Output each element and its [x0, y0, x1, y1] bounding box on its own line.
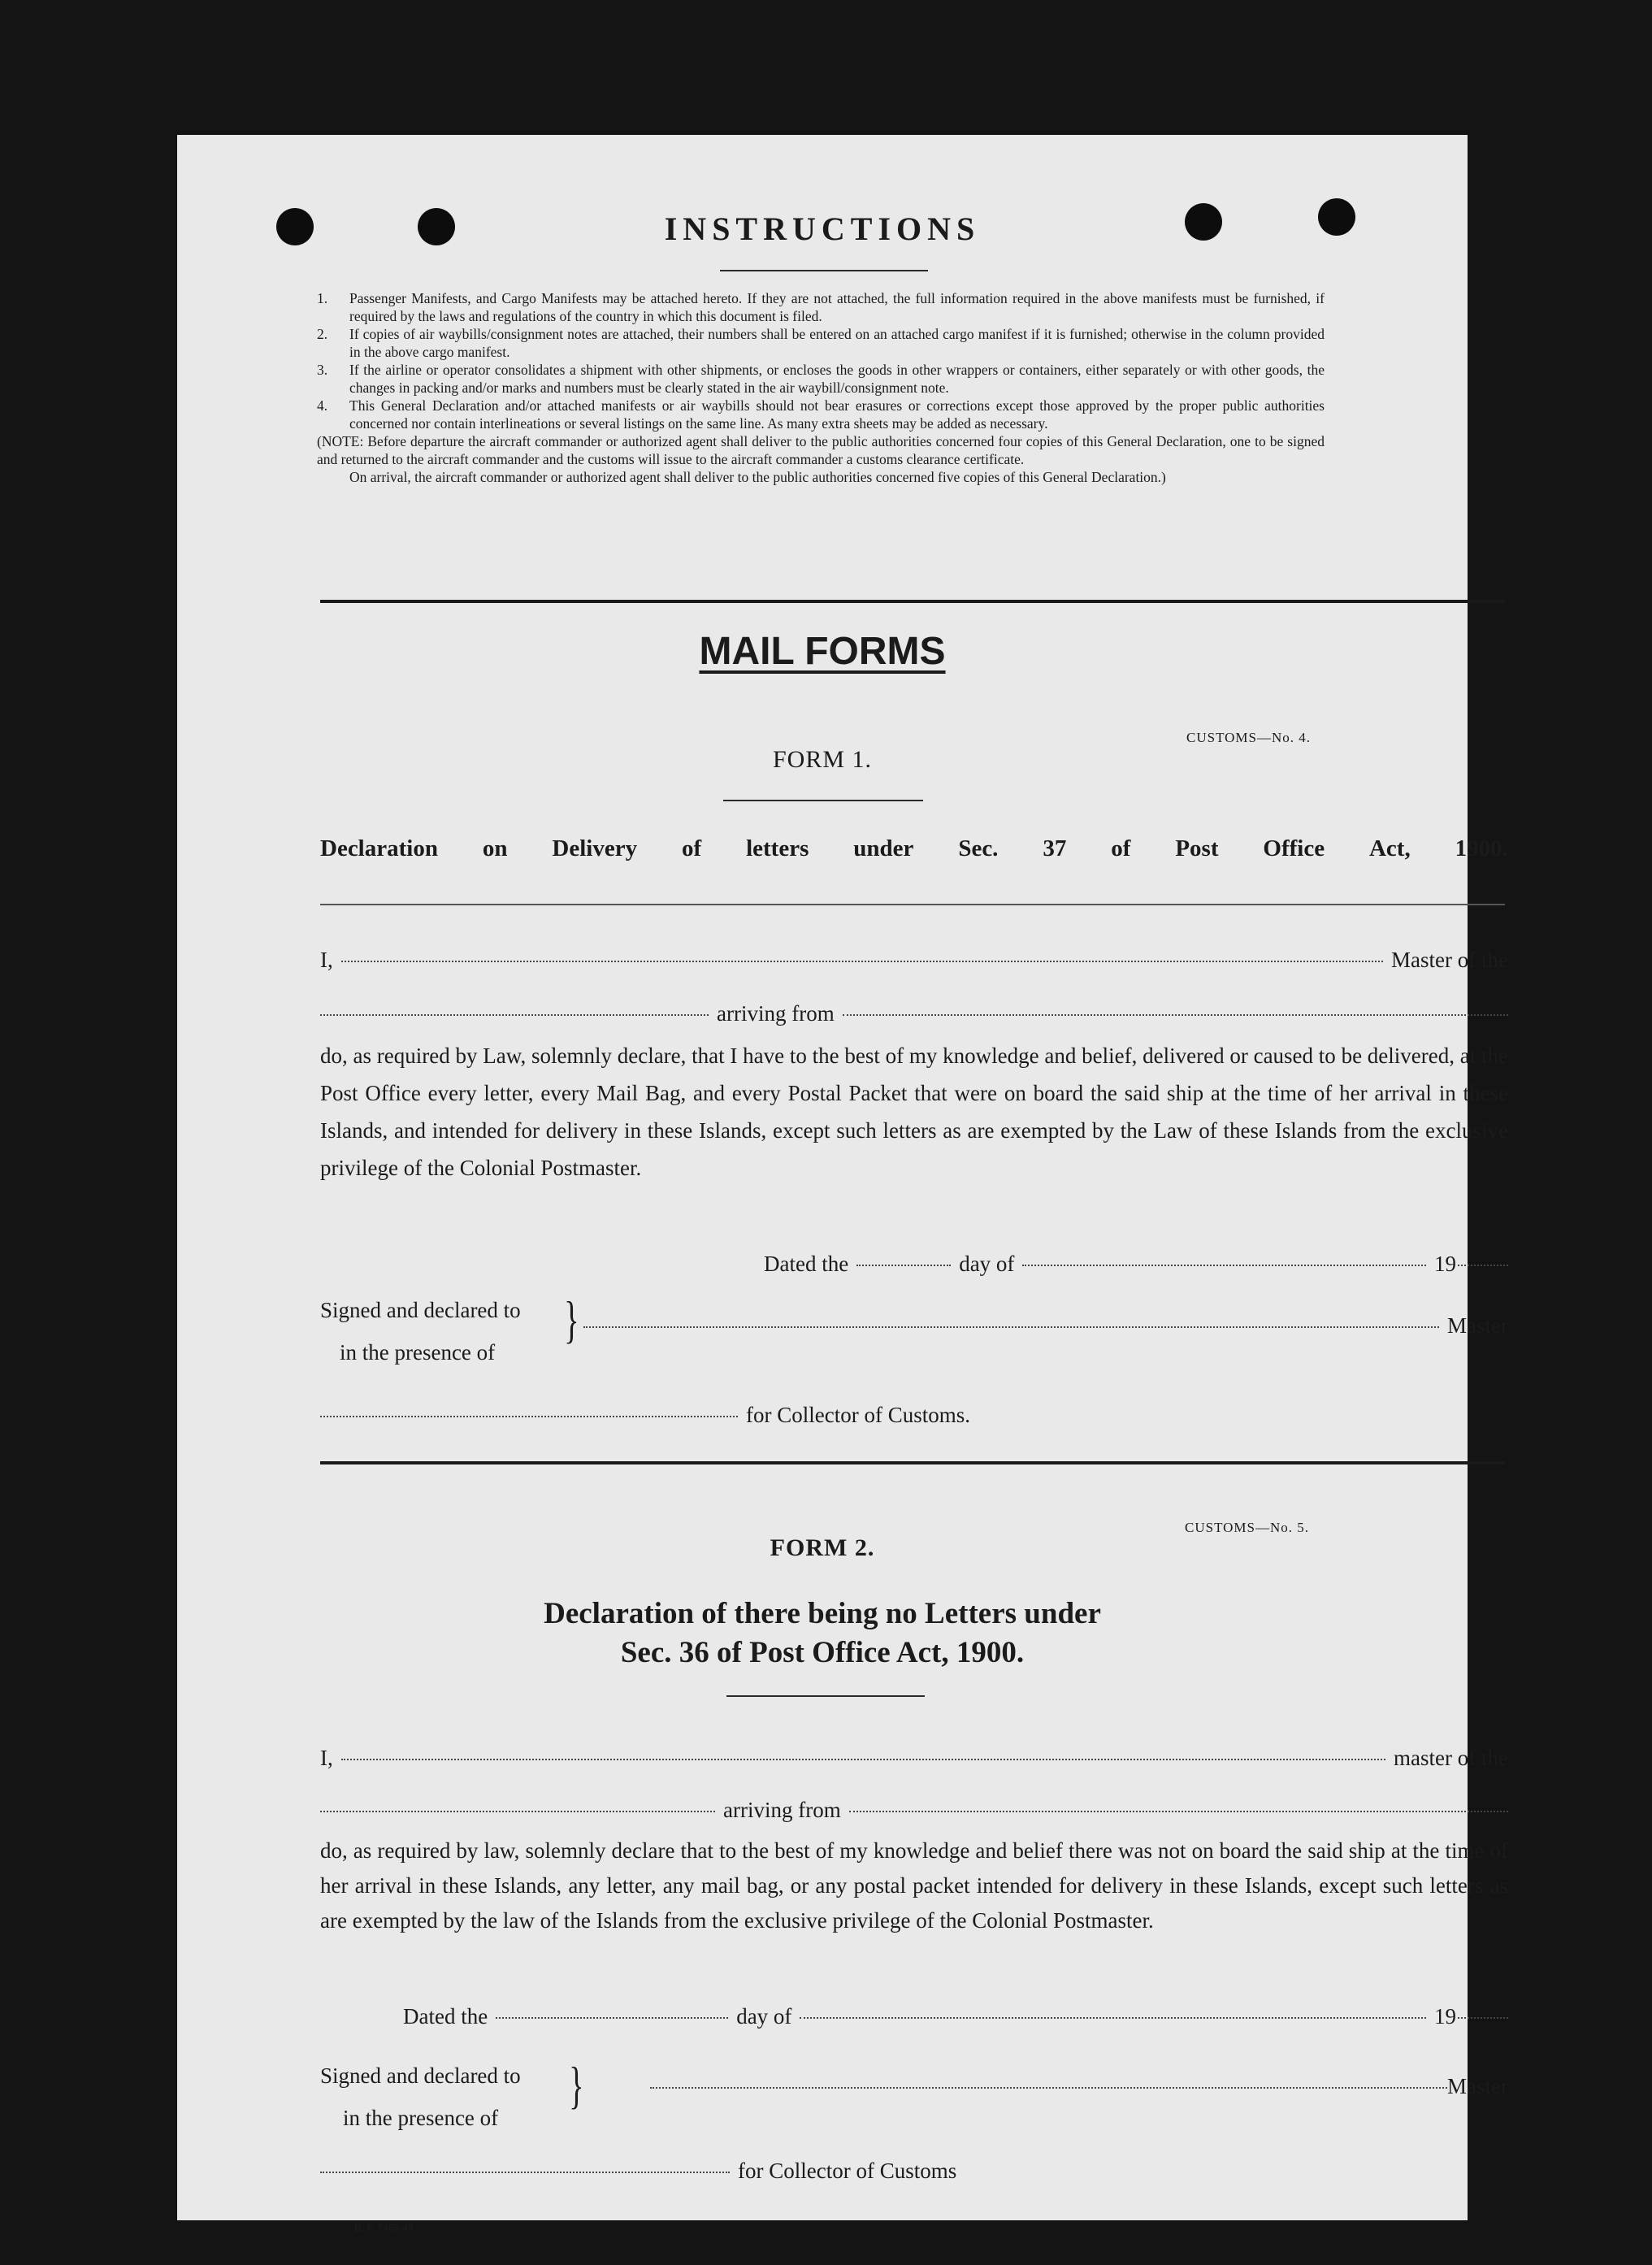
- form2-date-line: Dated the day of 19: [403, 2004, 1508, 2029]
- form2-customs-number: CUSTOMS—No. 5.: [1185, 1520, 1310, 1535]
- instruction-item: 1. Passenger Manifests, and Cargo Manifests may be attached hereto. If they are not attached, the full information required in the above manifests must be furnished, if required by the laws and regulations of the country in which this document is filed.: [317, 290, 1325, 324]
- mail-forms-title: MAIL FORMS: [699, 630, 946, 673]
- instructions-title-rule: [720, 270, 928, 271]
- form2-master-signature-line: Master: [650, 2074, 1508, 2099]
- form1-brace: }: [564, 1291, 579, 1348]
- form2-month-field[interactable]: [800, 2017, 1426, 2019]
- form2-label: FORM 2.: [770, 1534, 875, 1561]
- form1-origin-field[interactable]: [843, 1014, 1508, 1016]
- form2-arriving-line: arriving from: [320, 1798, 1508, 1823]
- form1-year-field[interactable]: [1458, 1265, 1508, 1266]
- print-code: B. P. 7469-49: [354, 2222, 414, 2233]
- form2-signed-label: Signed and declared to in the presence of: [320, 2063, 521, 2130]
- form2-declaration-body: do, as required by law, solemnly declare that to the best of my knowledge and belief there was not on board the said ship at the time of her arrival in these Islands, any letter, any mail bag, or any postal packet intended for delivery in these Islands, except such letters as are exempted by the law of the Islands from the exclusive privilege of the Colonial Postmaster.: [320, 1838, 1508, 1933]
- form1-name-field[interactable]: [341, 961, 1383, 962]
- form1-arriving-line: arriving from: [320, 1001, 1508, 1026]
- form1-month-field[interactable]: [1022, 1265, 1426, 1266]
- form1-master-signature-line: Master: [583, 1313, 1508, 1339]
- form2-signature-field[interactable]: [650, 2087, 1447, 2089]
- instructions-list: [317, 289, 1325, 486]
- form2-ship-field[interactable]: [320, 1811, 715, 1812]
- form1-customs-number: CUSTOMS—No. 4.: [1186, 730, 1312, 745]
- form1-collector-field[interactable]: [320, 1416, 738, 1417]
- section-divider-top: [320, 600, 1505, 603]
- form1-heading-rule: [320, 904, 1505, 905]
- document-page: [177, 135, 1508, 2233]
- form1-master-line: I, Master of the: [320, 948, 1508, 972]
- form1-declaration-heading: Declaration on Delivery of letters under Sec. 37 of Post Office Act, 1900.: [320, 835, 1508, 861]
- form1-declaration-body: do, as required by Law, solemnly declare, that I have to the best of my knowledge and belief, delivered or caused to be delivered, at the Post Office every letter, every Mail Bag, and every Postal Packet that were on board the said ship at the time of her arrival in these Islands, and intended for delivery in these Islands, except such letters as are exempted by the Law of these Islands from the exclusive privilege of the Colonial Postmaster.: [320, 1044, 1508, 1180]
- form2-origin-field[interactable]: [849, 1811, 1508, 1812]
- form2-heading-rule: [726, 1695, 925, 1697]
- form2-collector-field[interactable]: [320, 2172, 730, 2173]
- form1-ship-field[interactable]: [320, 1014, 709, 1016]
- instruction-note: (NOTE: Before departure the aircraft commander or authorized agent shall deliver to the public authorities concerned four copies of this General Declaration, one to be signed and returned to the aircraft commander and the customs will issue to the aircraft commander a customs clearance certificate.: [317, 433, 1325, 467]
- form1-label-rule: [723, 800, 923, 801]
- form1-label: FORM 1.: [772, 746, 873, 773]
- form2-year-field[interactable]: [1458, 2017, 1508, 2019]
- instruction-item: 4. This General Declaration and/or attached manifests or air waybills should not bear erasures or corrections except those approved by the proper public authorities concerned nor contain interlineations or several listings on the same line. As many extra sheets may be added as necessary.: [317, 397, 1325, 432]
- section-divider-middle: [320, 1461, 1505, 1464]
- instruction-note-arrival: On arrival, the aircraft commander or authorized agent shall deliver to the public authorities concerned five copies of this General Declaration.): [349, 469, 1166, 485]
- form2-declaration-heading: Declaration of there being no Letters under Sec. 36 of Post Office Act, 1900.: [544, 1597, 1101, 1669]
- form2-day-field[interactable]: [496, 2017, 728, 2019]
- form2-master-line: I, master of the: [320, 1746, 1508, 1770]
- form1-collector-line: for Collector of Customs.: [320, 1403, 1508, 1428]
- instructions-title: INSTRUCTIONS: [664, 210, 981, 247]
- form1-signed-label: Signed and declared to in the presence of: [320, 1298, 521, 1365]
- form1-signature-field[interactable]: [583, 1326, 1439, 1328]
- instruction-item: 2. If copies of air waybills/consignment notes are attached, their numbers shall be entered on an attached cargo manifest if it is furnished; otherwise in the column provided in the above cargo manifest.: [317, 326, 1325, 360]
- form2-brace: }: [569, 2056, 584, 2114]
- form1-date-line: Dated the day of 19: [764, 1252, 1508, 1277]
- form1-day-field[interactable]: [856, 1265, 951, 1266]
- form2-collector-line: for Collector of Customs: [320, 2159, 1508, 2184]
- form2-name-field[interactable]: [341, 1759, 1385, 1760]
- instruction-item: 3. If the airline or operator consolidates a shipment with other shipments, or encloses the goods in other wrappers or containers, either separately or with other goods, the changes in packing and/or marks and numbers must be clearly stated in the air waybill/consignment note.: [317, 362, 1325, 396]
